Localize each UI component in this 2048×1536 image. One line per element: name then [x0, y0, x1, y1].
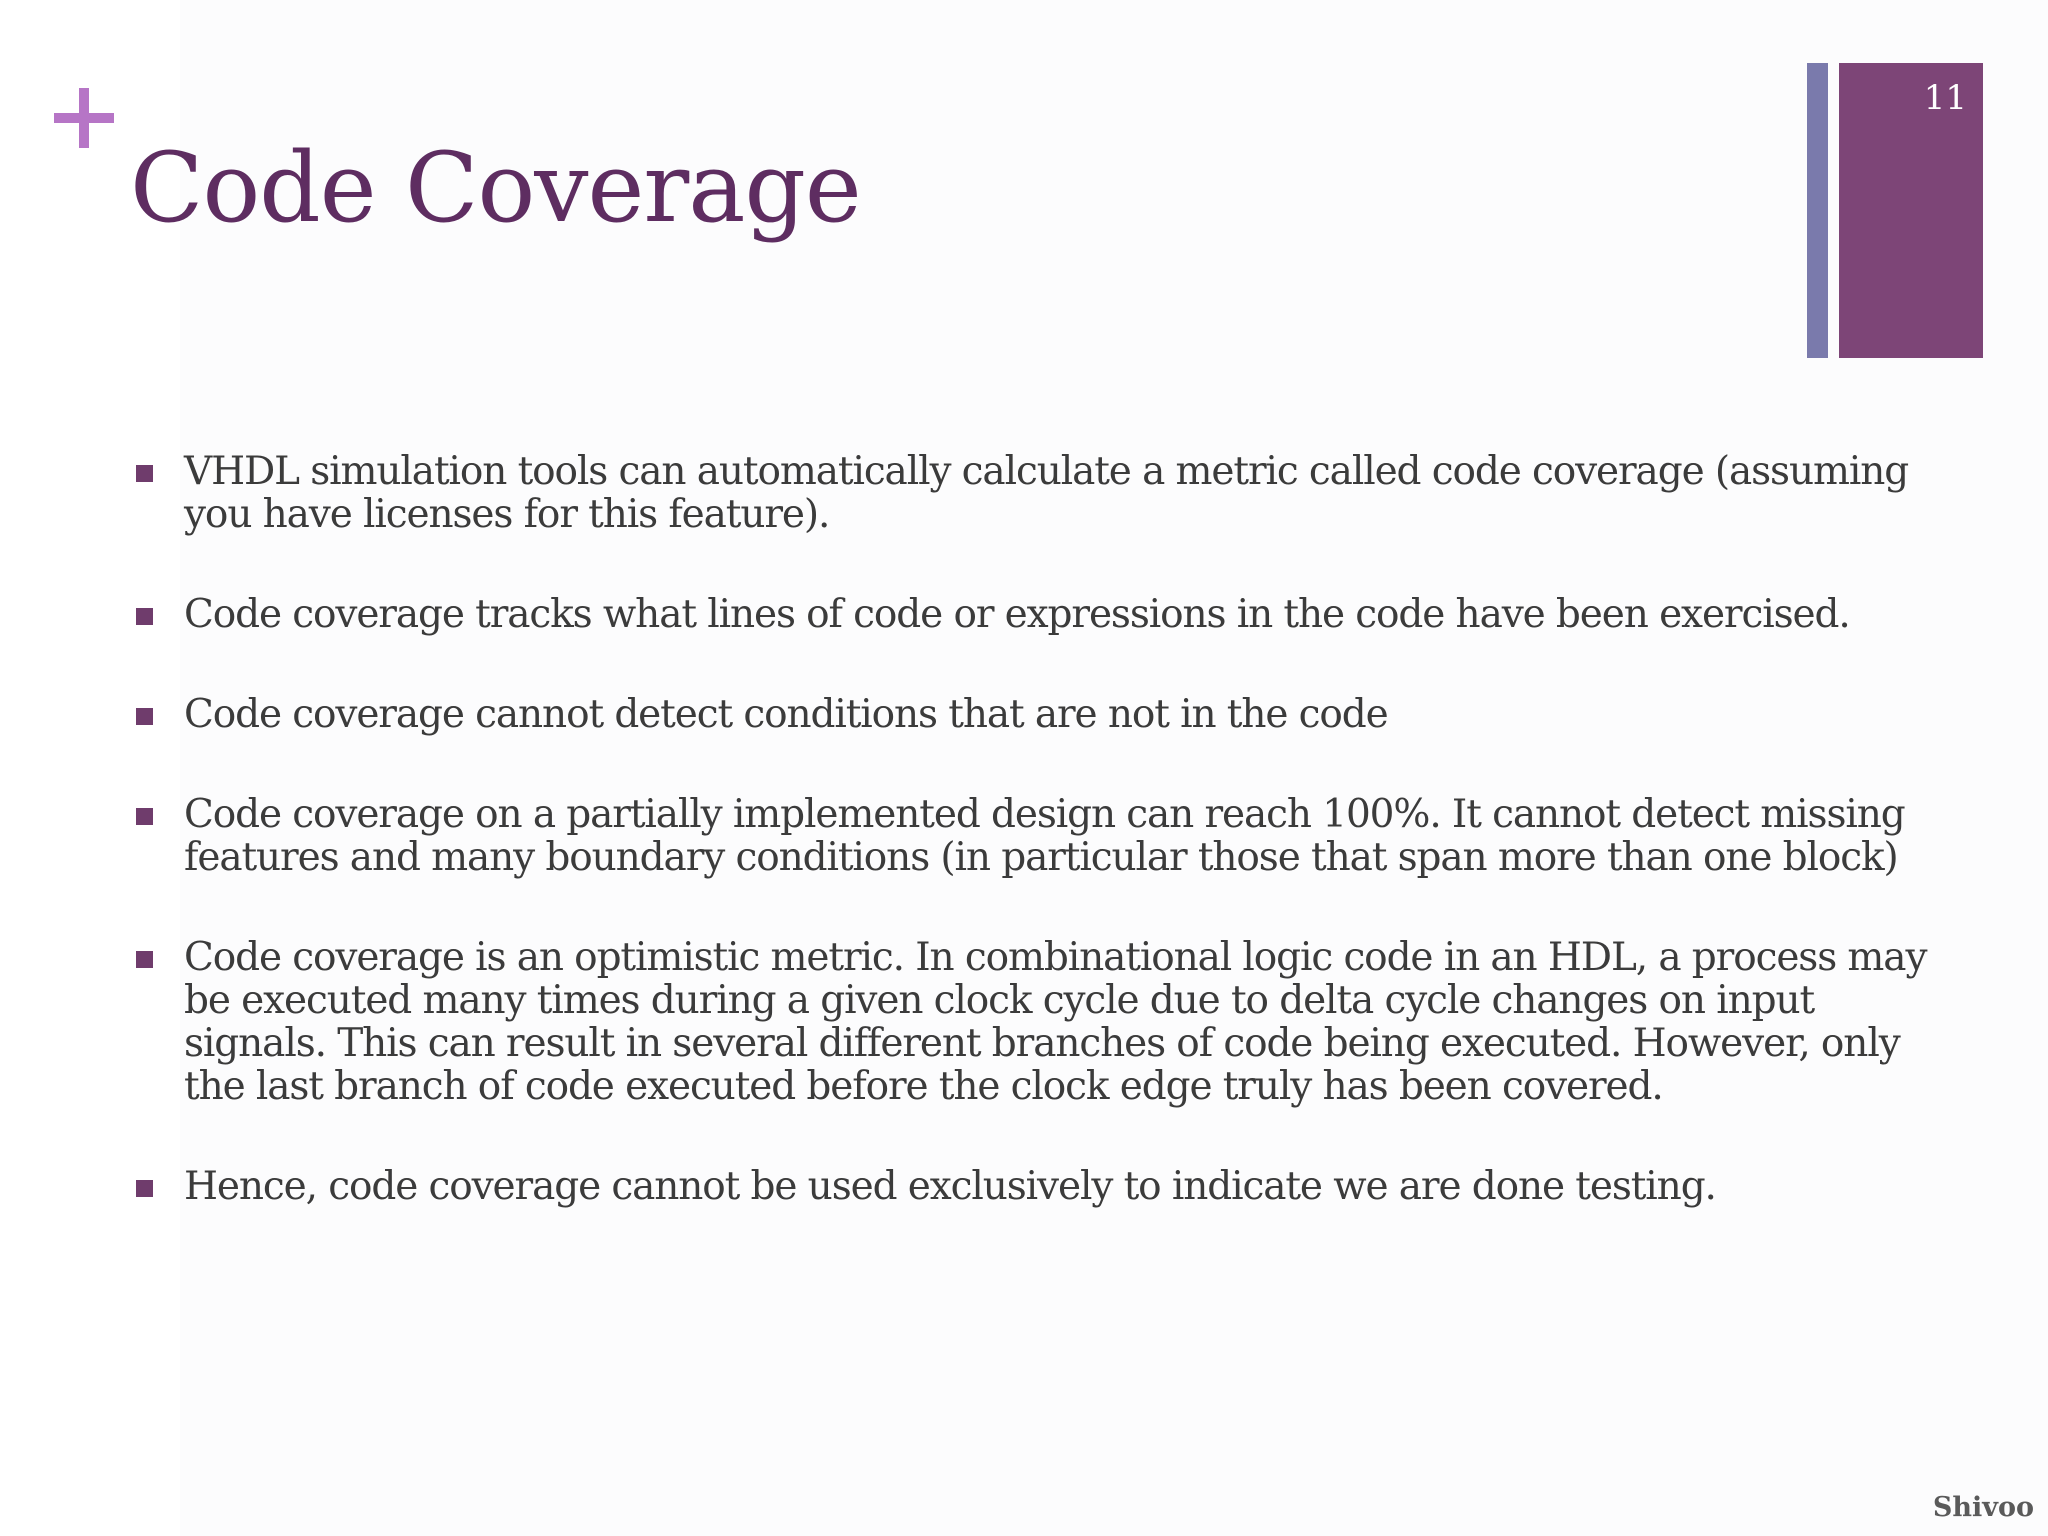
slide-title: Code Coverage: [130, 132, 861, 244]
bullet-list: [132, 450, 1962, 1265]
slide-number: 11: [1923, 78, 1967, 118]
bullet-text: Code coverage on a partially implemented design can reach 100%. It cannot detect missing features and many boundary conditions (in particular those that span more than one block): [184, 792, 1905, 880]
bullet-item: [132, 936, 1962, 1108]
bullet-text: VHDL simulation tools can automatically calculate a metric called code coverage (assuming you have licenses for this feature).: [184, 449, 1909, 537]
bullet-text: Hence, code coverage cannot be used exclusively to indicate we are done testing.: [184, 1164, 1716, 1209]
bullet-item: [132, 693, 1962, 736]
square-bullet-icon: [136, 951, 153, 968]
plus-icon: [54, 88, 114, 148]
bullet-text: Code coverage tracks what lines of code or expressions in the code have been exercised.: [184, 592, 1850, 637]
bullet-text: Code coverage cannot detect conditions that are not in the code: [184, 692, 1388, 737]
square-bullet-icon: [136, 1180, 153, 1197]
accent-bar-thin: [1807, 63, 1828, 358]
square-bullet-icon: [136, 608, 153, 625]
square-bullet-icon: [136, 708, 153, 725]
square-bullet-icon: [136, 808, 153, 825]
bullet-item: [132, 793, 1962, 879]
author-footer: Shivoo: [1932, 1492, 2034, 1523]
bullet-item: [132, 593, 1962, 636]
bullet-item: [132, 450, 1962, 536]
bullet-text: Code coverage is an optimistic metric. In combinational logic code in an HDL, a process may be executed many times during a given clock cycle due to delta cycle changes on input signals. This can result in several different branches of code being executed. However, only the last branch of code executed before the clock edge truly has been covered.: [184, 935, 1927, 1109]
square-bullet-icon: [136, 465, 153, 482]
plus-icon-vertical-bar: [79, 88, 89, 148]
bullet-item: [132, 1165, 1962, 1208]
